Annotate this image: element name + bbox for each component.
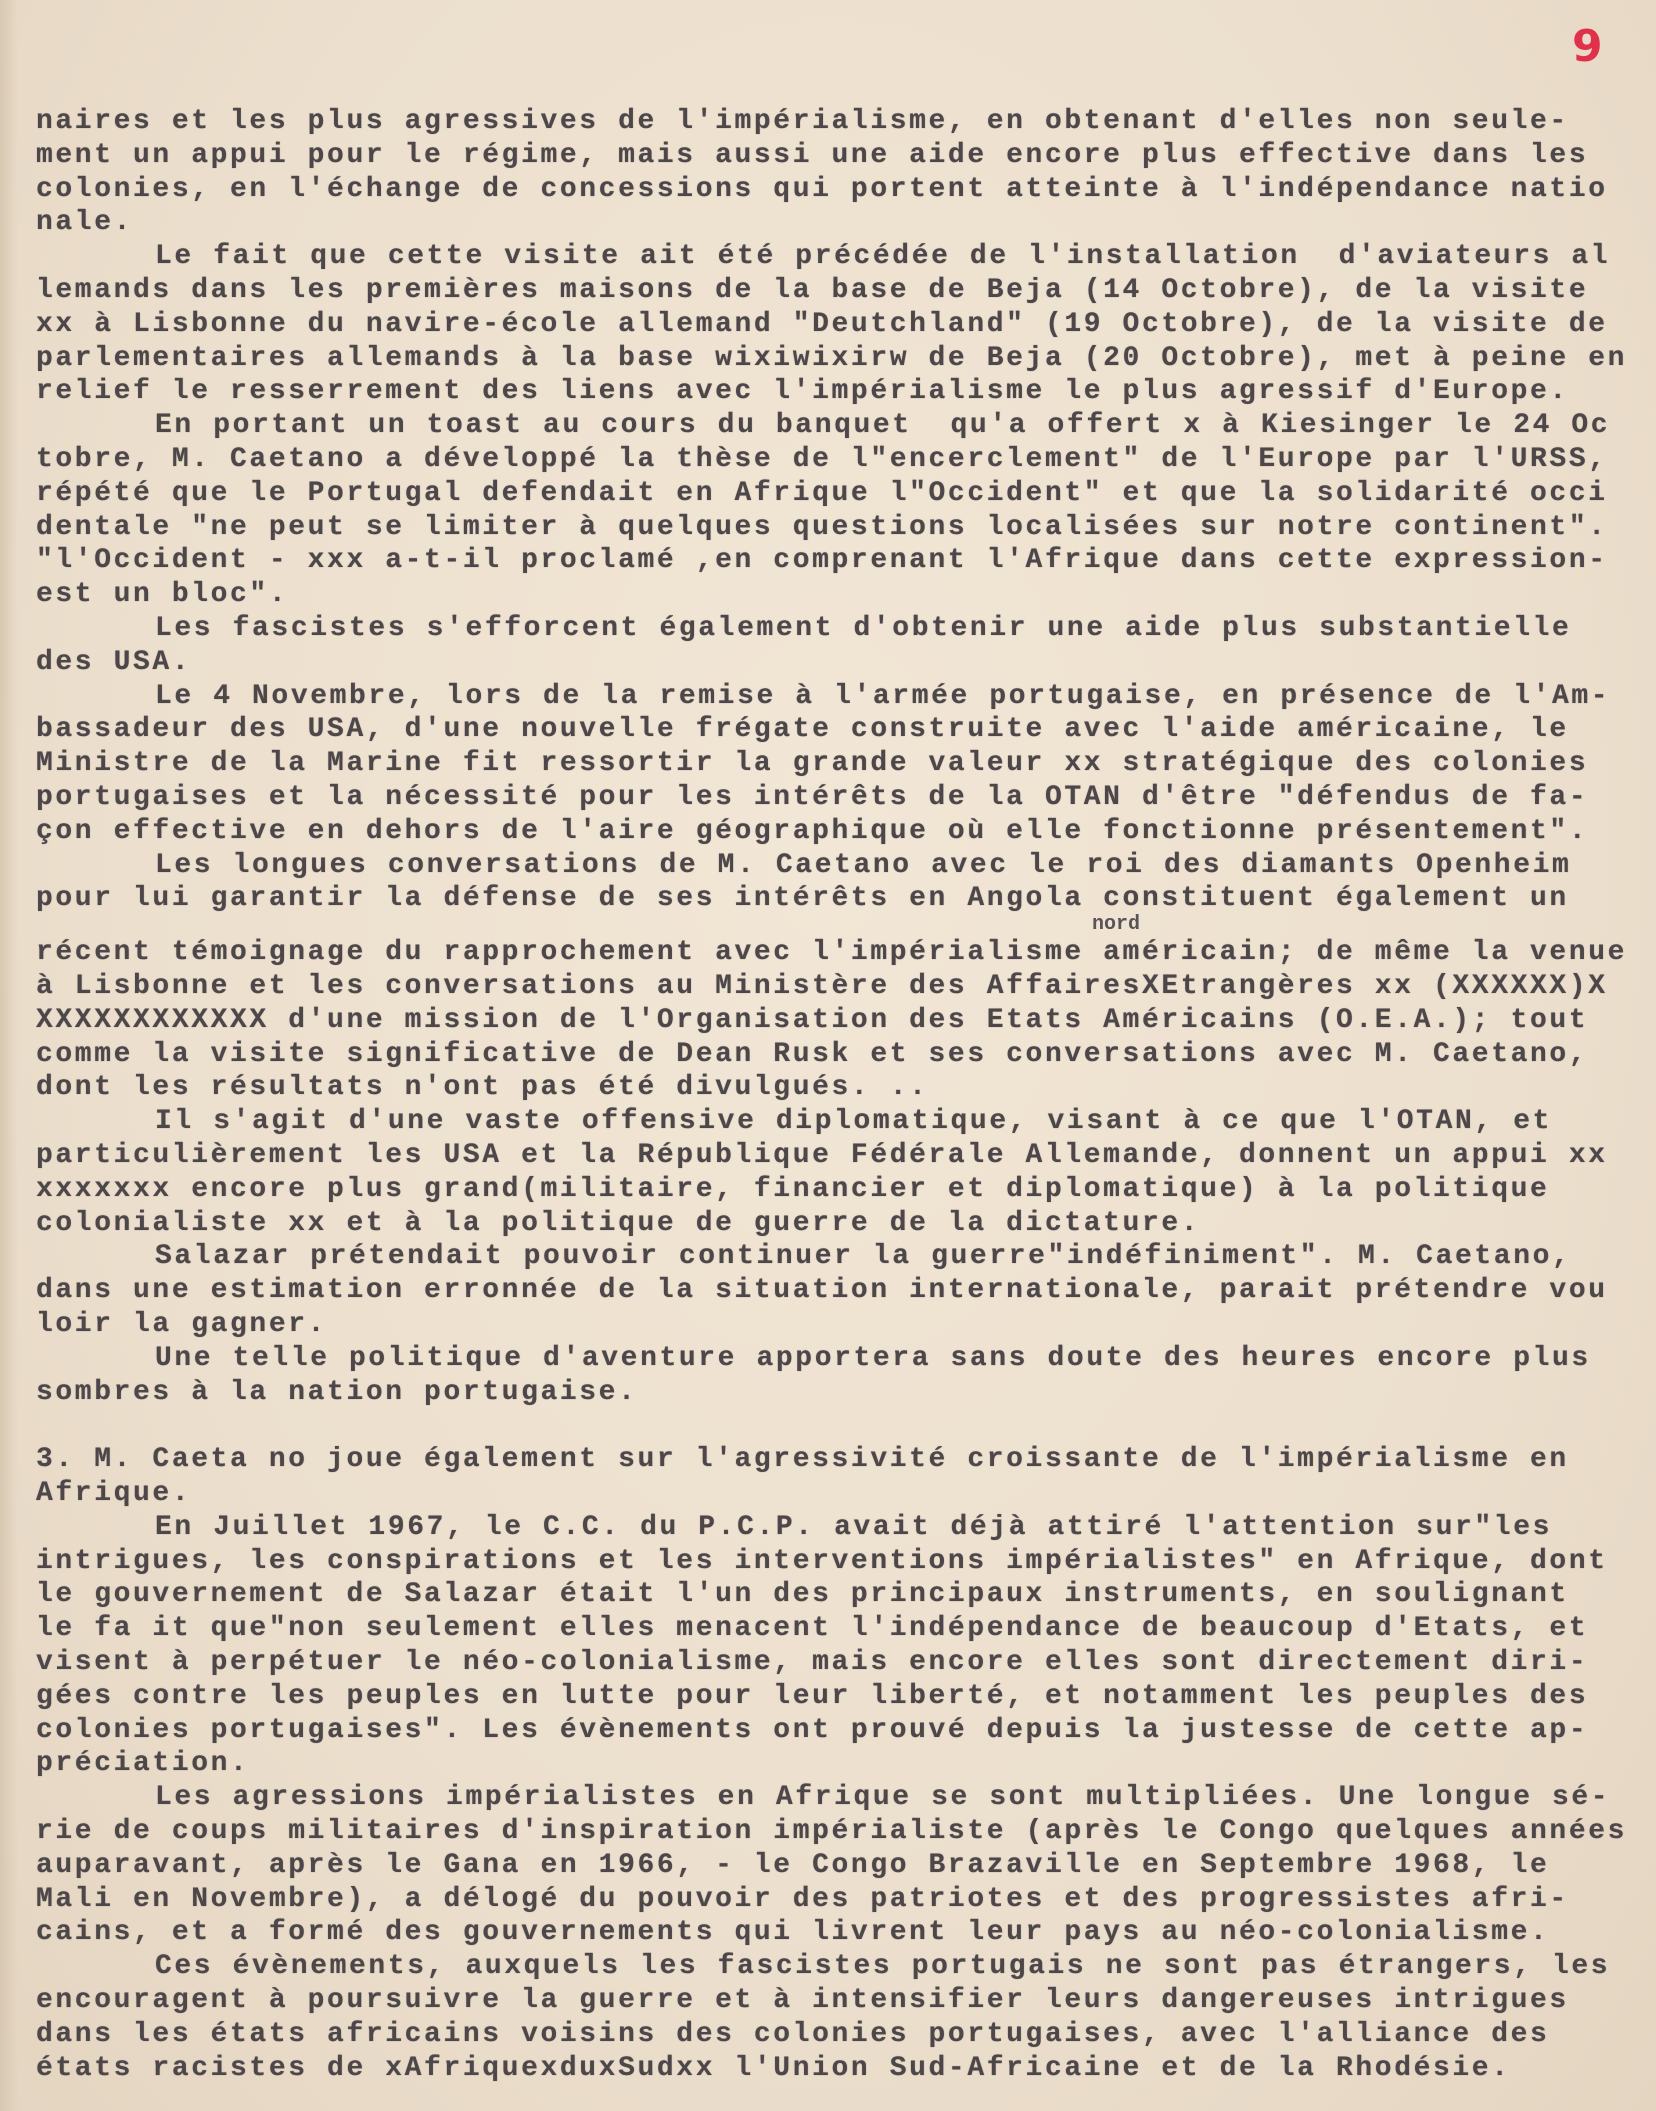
text-line: XXXXXXXXXXXX d'une mission de l'Organisation des Etats Américains (O.E.A.); tout bbox=[36, 1004, 1589, 1036]
text-line: En Juillet 1967, le C.C. du P.C.P. avait déjà attiré l'attention sur"les bbox=[155, 1511, 1552, 1543]
text-line: Les longues conversations de M. Caetano avec le roi des diamants Openheim bbox=[155, 849, 1572, 881]
text-line: visent à perpétuer le néo-colonialisme, mais encore elles sont directement diri- bbox=[36, 1647, 1589, 1678]
text-line: Il s'agit d'une vaste offensive diplomatique, visant à ce que l'OTAN, et bbox=[155, 1106, 1552, 1138]
text-line: portugaises et la nécessité pour les intérêts de la OTAN d'être "défendus de fa- bbox=[36, 782, 1589, 813]
text-line: tobre, M. Caetano a développé la thèse de l"encerclement" de l'Europe par l'URSS, bbox=[36, 444, 1608, 475]
text-line: cains, et a formé des gouvernements qui livrent leur pays au néo-colonialisme. bbox=[36, 1917, 1550, 1949]
text-line: "l'Occident - xxx a-t-il proclamé ,en comprenant l'Afrique dans cette expression- bbox=[36, 545, 1608, 577]
paper-edge-shadow bbox=[0, 0, 18, 2111]
text-line: préciation. bbox=[36, 1748, 250, 1780]
text-line: Salazar prétendait pouvoir continuer la guerre"indéfiniment". M. Caetano, bbox=[155, 1241, 1572, 1273]
text-line: dans les états africains voisins des colonies portugaises, avec l'alliance des bbox=[36, 2018, 1550, 2050]
text-line: particulièrement les USA et la République Fédérale Allemande, donnent un appui xx bbox=[36, 1140, 1608, 1171]
text-line: encouragent à poursuivre la guerre et à intensifier leurs dangereuses intrigues bbox=[36, 1985, 1569, 2016]
text-line: des USA. bbox=[36, 646, 192, 678]
text-line: intrigues, les conspirations et les interventions impérialistes" en Afrique, dont bbox=[36, 1545, 1608, 1577]
text-line: est un bloc". bbox=[36, 579, 289, 611]
text-line: Ministre de la Marine fit ressortir la grande valeur xx stratégique des colonies bbox=[36, 748, 1589, 780]
text-line: dans une estimation erronnée de la situation internationale, parait prétendre vou bbox=[36, 1275, 1608, 1307]
text-line: Le 4 Novembre, lors de la remise à l'armée portugaise, en présence de l'Am- bbox=[155, 680, 1611, 712]
text-line: Les fascistes s'efforcent également d'obtenir une aide plus substantielle bbox=[155, 613, 1572, 644]
text-line: Ces évènements, auxquels les fascistes portugais ne sont pas étrangers, les bbox=[155, 1951, 1611, 1983]
handwritten-insertion: nord bbox=[1092, 913, 1141, 936]
text-line: colonies, en l'échange de concessions qui portent atteinte à l'indépendance natio bbox=[36, 173, 1608, 205]
text-line: gées contre les peuples en lutte pour leur liberté, et notamment les peuples des bbox=[36, 1680, 1589, 1712]
text-line: Afrique. bbox=[36, 1478, 192, 1509]
text-line: Mali en Novembre), a délogé du pouvoir des patriotes et des progressistes afri- bbox=[36, 1883, 1569, 1915]
text-line: dont les résultats n'ont pas été divulgués. .. bbox=[36, 1072, 929, 1104]
text-line: xxxxxxx encore plus grand(militaire, financier et diplomatique) à la politique bbox=[36, 1173, 1550, 1205]
text-line: colonies portugaises". Les évènements ont prouvé depuis la justesse de cette ap- bbox=[36, 1714, 1589, 1746]
text-line: lemands dans les premières maisons de la base de Beja (14 Octobre), de la visite bbox=[36, 275, 1589, 306]
text-line: xx à Lisbonne du navire-école allemand "Deutchland" (19 Octobre), de la visite de bbox=[36, 308, 1608, 340]
text-line: le gouvernement de Salazar était l'un des principaux instruments, en soulignant bbox=[36, 1579, 1569, 1611]
text-line: dentale "ne peut se limiter à quelques questions localisées sur notre continent". bbox=[36, 511, 1608, 543]
text-line: Le fait que cette visite ait été précédée de l'installation d'aviateurs al bbox=[155, 241, 1611, 273]
page-number: 9 bbox=[1572, 21, 1603, 72]
text-line: ment un appui pour le régime, mais aussi une aide encore plus effective dans les bbox=[36, 139, 1589, 171]
text-line: En portant un toast au cours du banquet qu'a offert x à Kiesinger le 24 Oc bbox=[155, 410, 1611, 442]
text-line: récent témoignage du rapprochement avec l'impérialisme américain; de même la venue bbox=[36, 937, 1628, 969]
text-line: naires et les plus agressives de l'impérialisme, en obtenant d'elles non seule- bbox=[36, 106, 1569, 137]
text-line: à Lisbonne et les conversations au Ministère des AffairesXEtrangères xx (XXXXXX)X bbox=[36, 971, 1608, 1002]
text-line: nale. bbox=[36, 207, 134, 239]
text-line: relief le resserrement des liens avec l'impérialisme le plus agressif d'Europe. bbox=[36, 376, 1569, 408]
text-line: sombres à la nation portugaise. bbox=[36, 1376, 638, 1408]
text-line: 3. M. Caeta no joue également sur l'agressivité croissante de l'impérialisme en bbox=[36, 1444, 1569, 1476]
text-line: comme la visite significative de Dean Rusk et ses conversations avec M. Caetano, bbox=[36, 1038, 1589, 1070]
text-line: répété que le Portugal defendait en Afrique l"Occident" et que la solidarité occi bbox=[36, 477, 1608, 509]
text-line: loir la gagner. bbox=[36, 1309, 328, 1340]
text-line: Une telle politique d'aventure apportera sans doute des heures encore plus bbox=[155, 1342, 1591, 1374]
text-line: le fa it que"non seulement elles menacent l'indépendance de beaucoup d'Etats, et bbox=[36, 1613, 1589, 1645]
text-line: colonialiste xx et à la politique de guerre de la dictature. bbox=[36, 1207, 1201, 1239]
text-line: rie de coups militaires d'inspiration impérialiste (après le Congo quelques années bbox=[36, 1816, 1628, 1847]
text-line: bassadeur des USA, d'une nouvelle frégate construite avec l'aide américaine, le bbox=[36, 714, 1569, 746]
text-line: états racistes de xAfriquexduxSudxx l'Union Sud-Africaine et de la Rhodésie. bbox=[36, 2052, 1511, 2084]
text-line: Les agressions impérialistes en Afrique se sont multipliées. Une longue sé- bbox=[155, 1782, 1611, 1814]
text-line: auparavant, après le Gana en 1966, - le Congo Brazaville en Septembre 1968, le bbox=[36, 1849, 1550, 1881]
text-line: pour lui garantir la défense de ses intérêts en Angola constituent également un bbox=[36, 883, 1569, 915]
text-line: çon effective en dehors de l'aire géographique où elle fonctionne présentement". bbox=[36, 815, 1589, 847]
text-line: parlementaires allemands à la base wixiwixirw de Beja (20 Octobre), met à peine en bbox=[36, 342, 1628, 374]
